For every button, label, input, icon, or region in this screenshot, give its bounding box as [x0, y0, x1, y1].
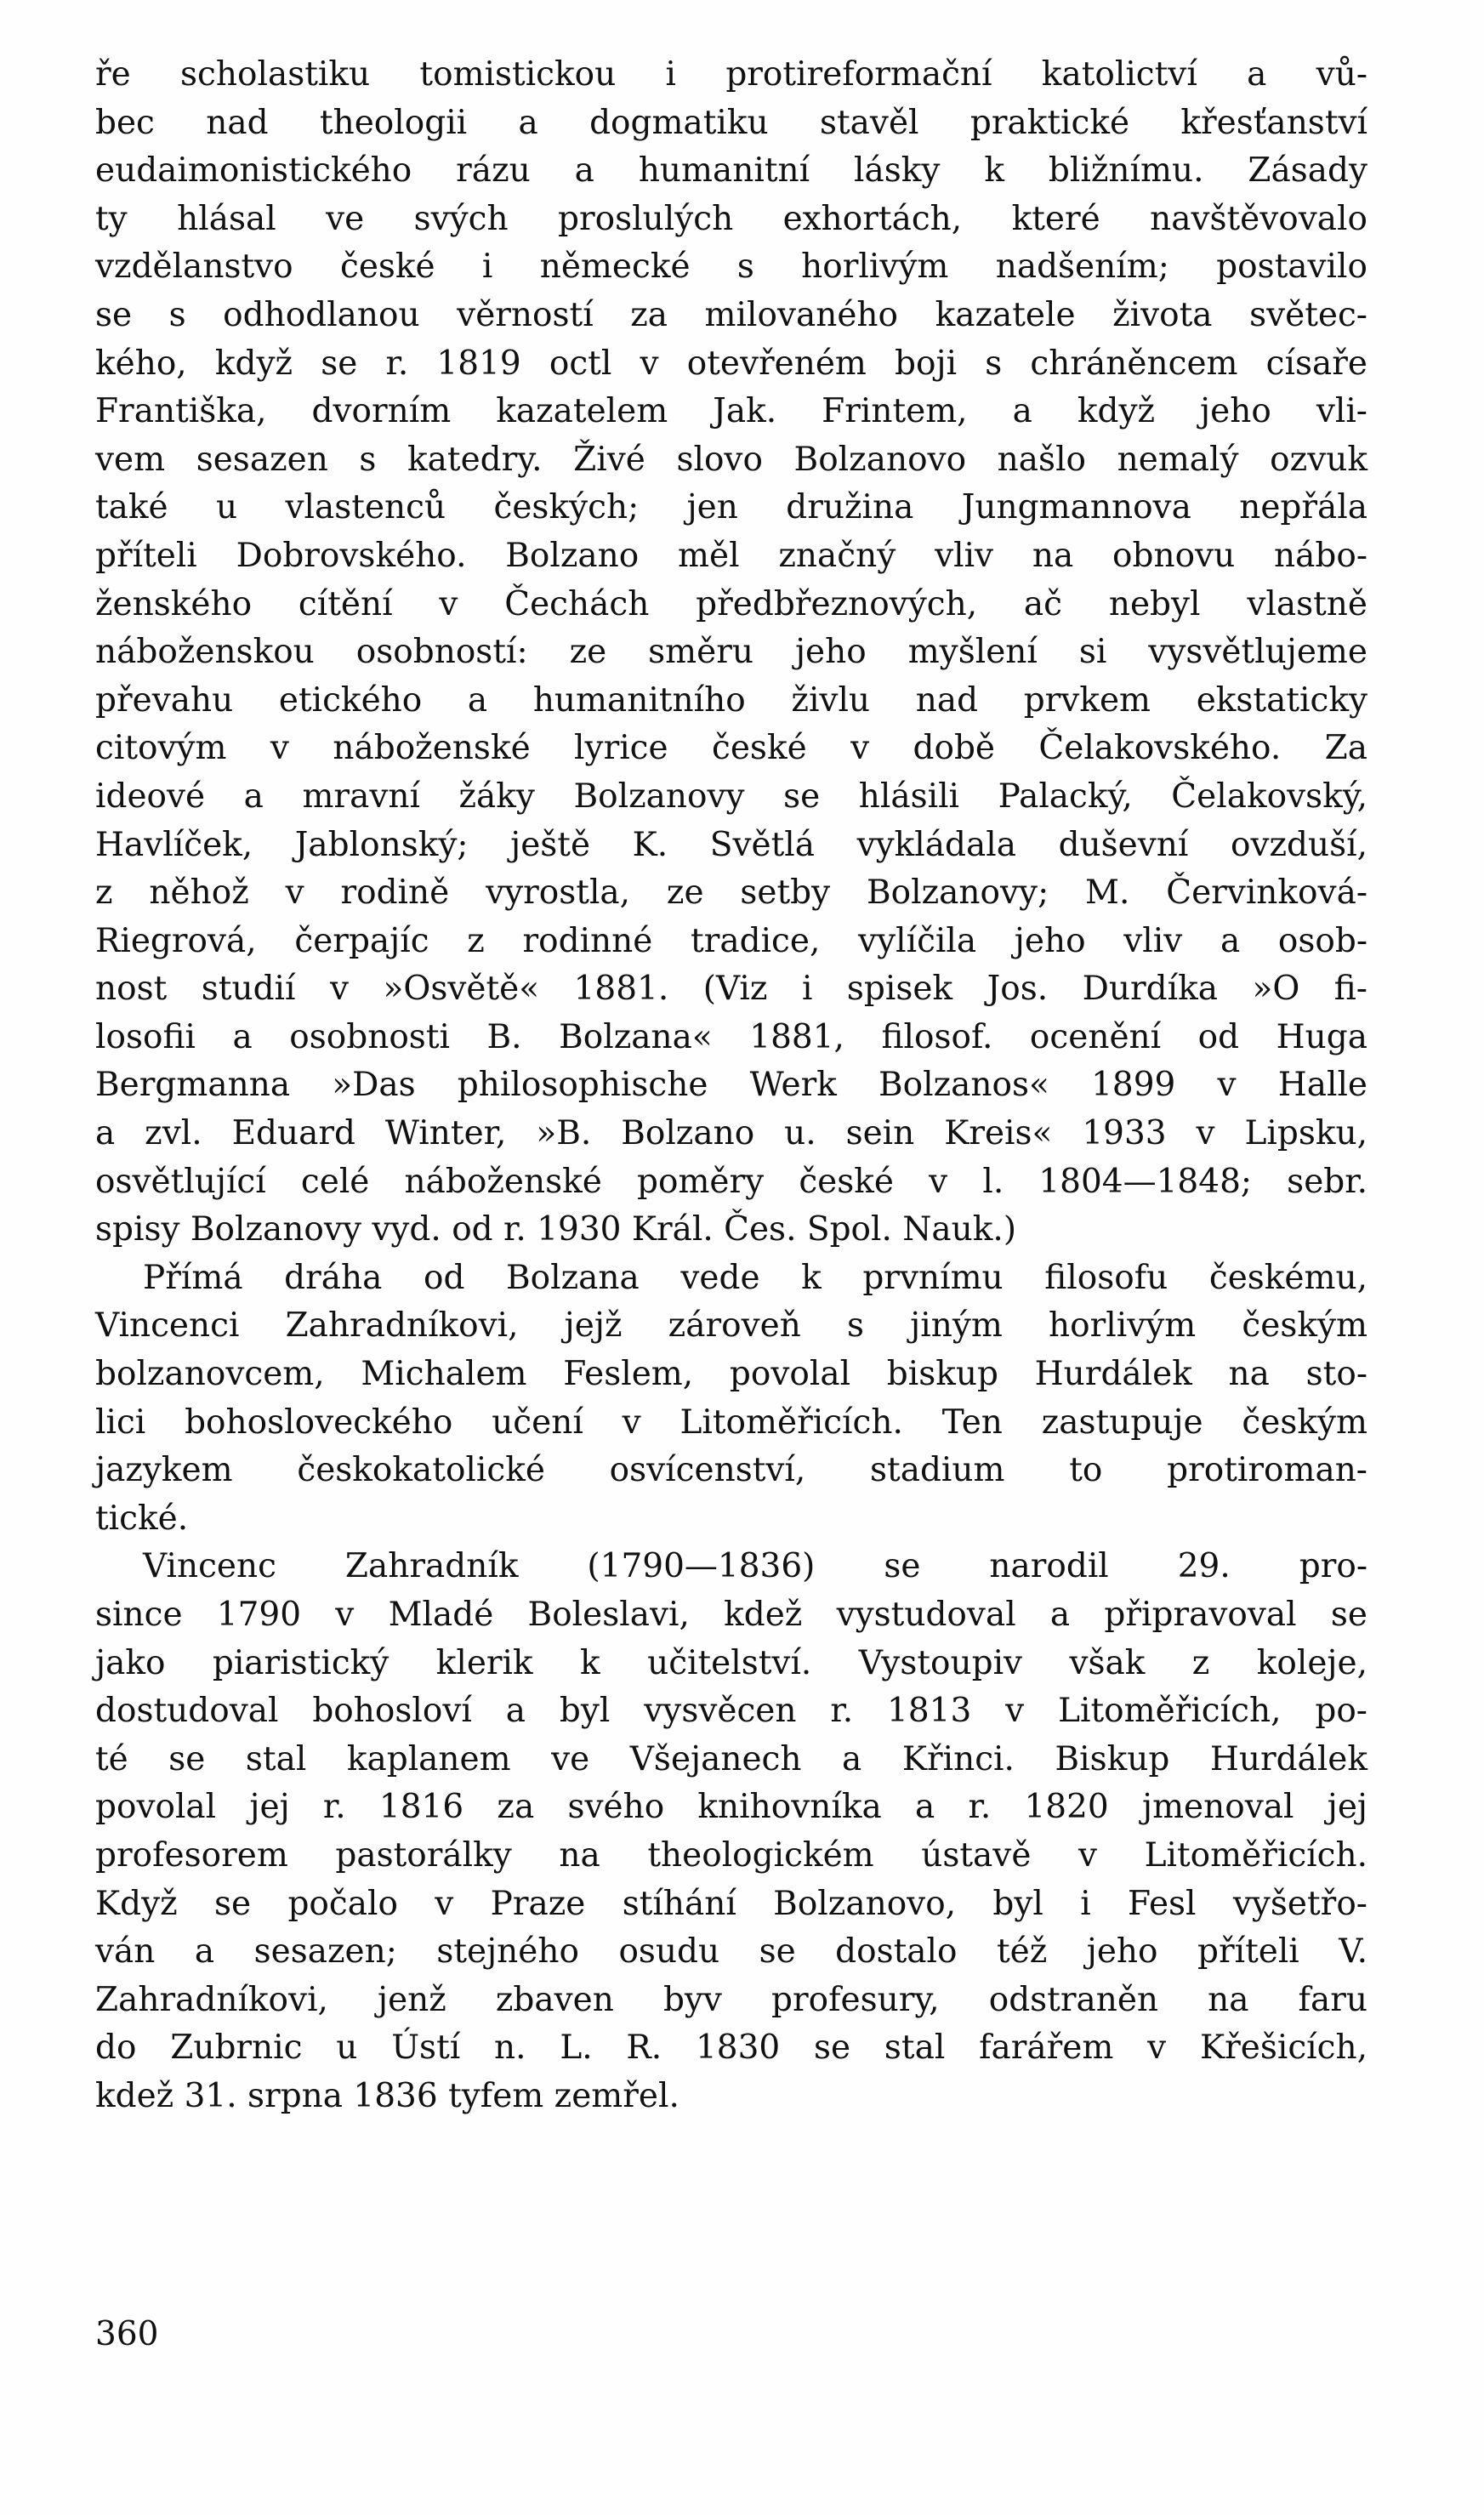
text-line: převahu etického a humanitního živlu nad prvkem ekstaticky — [95, 680, 1367, 720]
text-line: bolzanovcem, Michalem Feslem, povolal biskup Hurdálek na sto- — [95, 1355, 1367, 1394]
text-line: vzdělanstvo české i německé s horlivým nadšením; postavilo — [95, 248, 1367, 287]
text-line: Přímá dráha od Bolzana vede k prvnímu filosofu českému, — [143, 1258, 1367, 1297]
text-line: Havlíček, Jablonský; ještě K. Světlá vykládala duševní ovzduší, — [95, 825, 1367, 864]
text-line: kého, když se r. 1819 octl v otevřeném boji s chráněncem císaře — [95, 344, 1367, 383]
text-line: ře scholastiku tomistickou i protireformační katolictví a vů- — [95, 55, 1367, 94]
text-line: Vincenc Zahradník (1790—1836) se narodil 29. pro- — [143, 1547, 1367, 1586]
text-line: ženského cítění v Čechách předbřeznových, ač nebyl vlastně — [95, 584, 1367, 623]
text-line: since 1790 v Mladé Boleslavi, kdež vystudoval a připravoval se — [95, 1596, 1367, 1634]
text-line: z něhož v rodině vyrostla, ze setby Bolzanovy; M. Červinková- — [95, 873, 1367, 913]
text-line: lici bohosloveckého učení v Litoměřicích. Ten zastupuje českým — [95, 1403, 1367, 1442]
text-line: se s odhodlanou věrností za milovaného kazatele života světec- — [95, 295, 1367, 334]
text-line: jazykem českokatolické osvícenství, stadium to protiroman- — [95, 1451, 1367, 1490]
text-line: bec nad theologii a dogmatiku stavěl praktické křesťanství — [95, 103, 1367, 142]
text-line: vem sesazen s katedry. Živé slovo Bolzanovo našlo nemalý ozvuk — [95, 440, 1367, 479]
text-line: povolal jej r. 1816 za svého knihovníka a r. 1820 jmenoval jej — [95, 1788, 1367, 1827]
text-line: do Zubrnic u Ústí n. L. R. 1830 se stal farářem v Křešicích, — [95, 2029, 1367, 2068]
text-line: ideové a mravní žáky Bolzanovy se hlásili Palacký, Čelakovský, — [95, 777, 1367, 816]
text-line: eudaimonistického rázu a humanitní lásky k bližnímu. Zásady — [95, 151, 1367, 191]
text-line: ván a sesazen; stejného osudu se dostalo též jeho příteli V. — [95, 1932, 1367, 1972]
page-number: 360 — [95, 2315, 159, 2353]
text-line: té se stal kaplanem ve Všejanech a Křinci. Biskup Hurdálek — [95, 1739, 1367, 1778]
text-line: losofii a osobnosti B. Bolzana« 1881, filosof. ocenění od Huga — [95, 1017, 1367, 1056]
text-line: také u vlastenců českých; jen družina Jungmannova nepřála — [95, 488, 1367, 527]
text-line: dostudoval bohosloví a byl vysvěcen r. 1813 v Litoměřicích, po- — [95, 1692, 1367, 1731]
body-text — [95, 51, 1367, 2121]
text-line: tické. — [95, 1499, 189, 1538]
text-line: příteli Dobrovského. Bolzano měl značný vliv na obnovu nábo- — [95, 536, 1367, 575]
text-line: kdež 31. srpna 1836 tyfem zemřel. — [95, 2076, 679, 2115]
text-line: ty hlásal ve svých proslulých exhortách, které navštěvovalo — [95, 199, 1367, 238]
text-line: Zahradníkovi, jenž zbaven byv profesury, odstraněn na faru — [95, 1980, 1367, 2019]
text-line: osvětlující celé náboženské poměry české v l. 1804—1848; sebr. — [95, 1162, 1367, 1201]
text-line: Vincenci Zahradníkovi, jejž zároveň s jiným horlivým českým — [95, 1306, 1367, 1346]
text-line: Riegrová, čerpajíc z rodinné tradice, vylíčila jeho vliv a osob- — [95, 921, 1367, 960]
text-line: spisy Bolzanovy vyd. od r. 1930 Král. Čes. Spol. Nauk.) — [95, 1210, 1017, 1249]
text-line: nost studií v »Osvětě« 1881. (Viz i spisek Jos. Durdíka »O fi- — [95, 970, 1367, 1009]
text-line: Františka, dvorním kazatelem Jak. Frintem, a když jeho vli- — [95, 392, 1367, 431]
text-line: citovým v náboženské lyrice české v době Čelakovského. Za — [95, 729, 1367, 768]
text-line: Když se počalo v Praze stíhání Bolzanovo, byl i Fesl vyšetřo- — [95, 1884, 1367, 1923]
text-line: Bergmanna »Das philosophische Werk Bolzanos« 1899 v Halle — [95, 1066, 1367, 1105]
text-line: profesorem pastorálky na theologickém ústavě v Litoměřicích. — [95, 1835, 1367, 1875]
text-line: náboženskou osobností: ze směru jeho myšlení si vysvětlujeme — [95, 633, 1367, 672]
text-line: a zvl. Eduard Winter, »B. Bolzano u. sein Kreis« 1933 v Lipsku, — [95, 1114, 1367, 1153]
text-line: jako piaristický klerik k učitelství. Vystoupiv však z koleje, — [95, 1643, 1367, 1682]
